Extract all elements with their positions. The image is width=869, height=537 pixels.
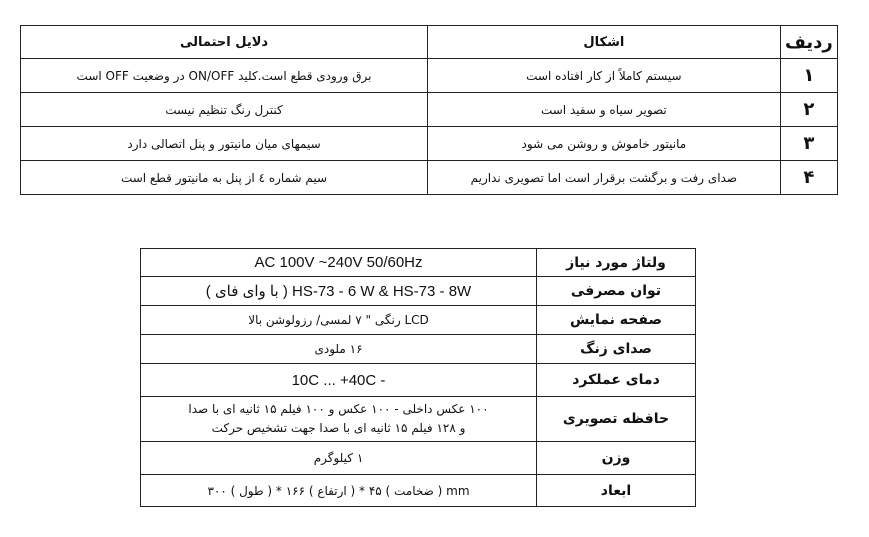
spec-row-dimensions	[141, 475, 696, 507]
table-header-row	[21, 26, 838, 59]
spec-value: - 10C ... +40C	[141, 364, 537, 397]
spec-value: AC 100V ~240V 50/60Hz	[141, 249, 537, 277]
spec-value: HS-73 - 6 W & HS-73 - 8W ( با وای فای )	[141, 277, 537, 306]
specifications-table	[140, 248, 696, 507]
spec-row-temperature	[141, 364, 696, 397]
spec-value: LCD رنگی " ۷ لمسی/ رزولوشن بالا	[141, 306, 537, 335]
spec-row-voltage	[141, 249, 696, 277]
spec-label: دمای عملکرد	[537, 364, 696, 397]
spec-row-display	[141, 306, 696, 335]
spec-value-line: و ۱۲۸ فیلم ۱۵ ثانیه ای با صدا جهت تشخیص حرکت	[211, 421, 466, 435]
row-number: ۱	[780, 59, 837, 93]
spec-value-line: ۱۰۰ عکس داخلی - ۱۰۰ عکس و ۱۰۰ فیلم ۱۵ ثانیه ای با صدا	[188, 402, 489, 416]
spec-row-weight	[141, 442, 696, 475]
spec-row-power	[141, 277, 696, 306]
spec-row-memory	[141, 397, 696, 442]
table-row	[21, 59, 838, 93]
problem-cell: مانیتور خاموش و روشن می شود	[428, 127, 781, 161]
cause-cell: برق ورودی قطع است.کلید ON/OFF در وضعیت OFF است	[21, 59, 428, 93]
row-number: ۳	[780, 127, 837, 161]
problem-cell: صدای رفت و برگشت برقرار است اما تصویری نداریم	[428, 161, 781, 195]
troubleshooting-table	[20, 25, 838, 195]
spec-label: صدای زنگ	[537, 335, 696, 364]
spec-value: ۱ کیلوگرم	[141, 442, 537, 475]
spec-value: ۱۶ ملودی	[141, 335, 537, 364]
spec-label: ابعاد	[537, 475, 696, 507]
cause-cell: سیم شماره ٤ از پنل به مانیتور قطع است	[21, 161, 428, 195]
row-number: ۲	[780, 93, 837, 127]
problem-cell: تصویر سیاه و سفید است	[428, 93, 781, 127]
spec-label: صفحه نمایش	[537, 306, 696, 335]
cause-cell: سیمهای میان مانیتور و پنل اتصالی دارد	[21, 127, 428, 161]
spec-label: وزن	[537, 442, 696, 475]
table-row	[21, 127, 838, 161]
spec-label: ولتاژ مورد نیاز	[537, 249, 696, 277]
spec-value	[141, 397, 537, 442]
spec-value: mm ( ضخامت ) ۴۵ * ( ارتفاع ) ۱۶۶ * ( طول ) ۳۰۰	[141, 475, 537, 507]
header-cause: دلایل احتمالی	[21, 26, 428, 59]
cause-cell: کنترل رنگ تنظیم نیست	[21, 93, 428, 127]
header-problem: اشکال	[428, 26, 781, 59]
spec-label: توان مصرفی	[537, 277, 696, 306]
table-row	[21, 161, 838, 195]
spec-label: حافظه تصویری	[537, 397, 696, 442]
table-row	[21, 93, 838, 127]
problem-cell: سیستم کاملاً از کار افتاده است	[428, 59, 781, 93]
header-row-number: ردیف	[780, 26, 837, 59]
spec-row-ringtone	[141, 335, 696, 364]
row-number: ۴	[780, 161, 837, 195]
